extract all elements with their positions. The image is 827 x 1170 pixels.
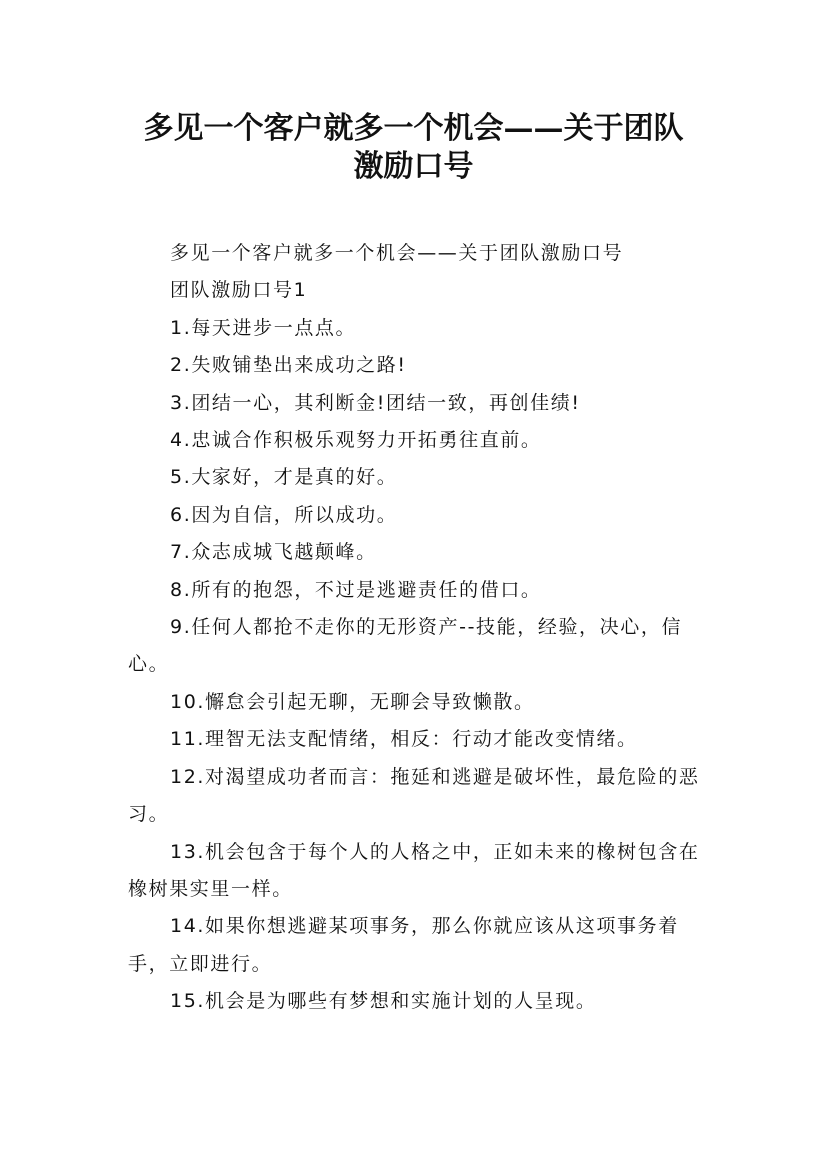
slogan-item: 8.所有的抱怨，不过是逃避责任的借口。 (170, 578, 542, 601)
document-title-line-2: 激励口号 (353, 149, 474, 184)
slogan-item: 15.机会是为哪些有梦想和实施计划的人呈现。 (170, 990, 597, 1013)
slogan-item: 4.忠诚合作积极乐观努力开拓勇往直前。 (170, 429, 542, 452)
slogan-item: 13.机会包含于每个人的人格之中，正如未来的橡树包含在橡树果实里一样。 (128, 840, 700, 900)
slogan-item: 7.众志成城飞越颠峰。 (170, 541, 377, 564)
paragraph-subtitle: 多见一个客户就多一个机会——关于团队激励口号 (170, 242, 624, 264)
slogan-item: 6.因为自信，所以成功。 (170, 503, 398, 526)
paragraph-section-heading: 团队激励口号1 (170, 279, 308, 302)
document-title-line-1: 多见一个客户就多一个机会——关于团队 (143, 111, 684, 146)
slogan-item: 1.每天进步一点点。 (170, 316, 357, 339)
slogan-item: 10.懈怠会引起无聊，无聊会导致懒散。 (170, 690, 535, 713)
slogan-item: 2.失败铺垫出来成功之路! (170, 354, 407, 377)
slogan-item: 5.大家好，才是真的好。 (170, 466, 398, 489)
slogan-item: 9.任何人都抢不走你的无形资产--技能，经验，决心，信心。 (128, 616, 683, 676)
slogan-item: 12.对渴望成功者而言：拖延和逃避是破坏性，最危险的恶习。 (128, 765, 700, 826)
document-body (128, 235, 720, 1021)
slogan-item: 11.理智无法支配情绪，相反：行动才能改变情绪。 (170, 728, 638, 751)
slogan-item: 3.团结一心，其利断金!团结一致，再创佳绩! (170, 391, 581, 414)
slogan-item: 14.如果你想逃避某项事务，那么你就应该从这项事务着手，立即进行。 (128, 915, 679, 975)
